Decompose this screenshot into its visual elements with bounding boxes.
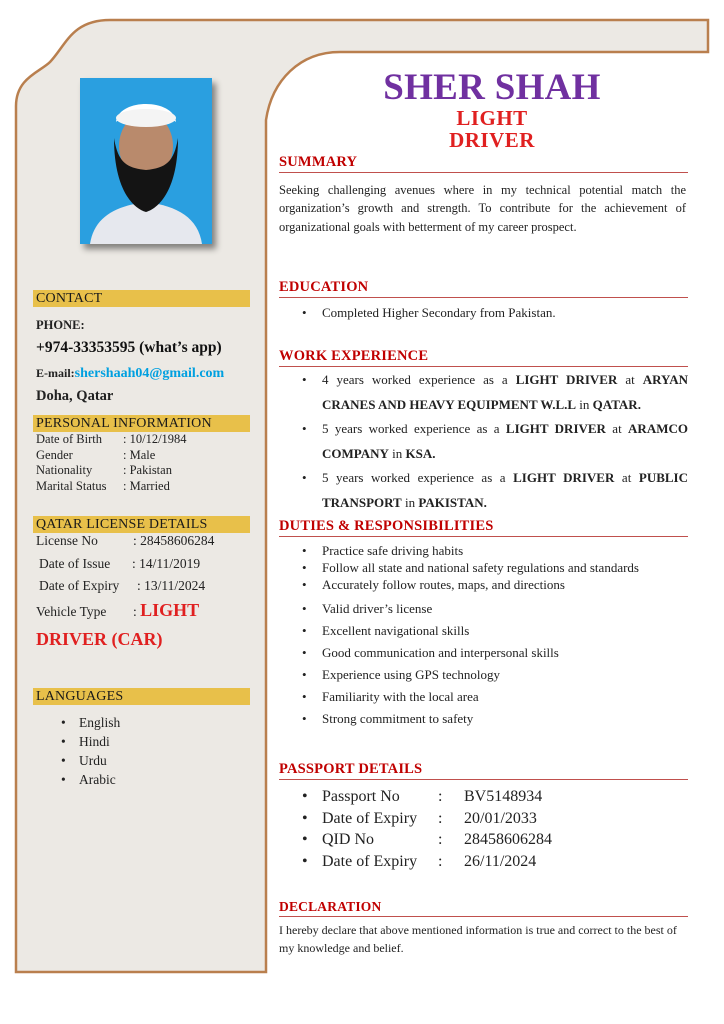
issue-date-row: Date of Issue : 14/11/2019 [39,556,201,571]
location: Doha, Qatar [36,388,114,404]
list-item: • Good communication and interpersonal skills [300,642,688,664]
vehicle-type-value-cont: DRIVER (CAR) [36,629,163,649]
work-experience-list [300,368,688,515]
vehicle-type-value: LIGHT [140,600,200,620]
list-item: • Hindi [57,732,120,751]
passport-list [300,786,688,872]
email-row [36,366,224,382]
education-heading: EDUCATION [279,279,688,298]
phone-value: +974-33353595 (what’s app) [36,339,222,356]
candidate-role-line2: DRIVER [449,128,535,152]
personal-info-heading: PERSONAL INFORMATION [33,415,250,432]
nationality-row: Nationality : Pakistan [36,463,172,477]
contact-heading: CONTACT [33,290,250,307]
candidate-name: SHER SHAH [383,67,601,108]
list-item: • Excellent navigational skills [300,620,688,642]
languages-list [57,713,120,789]
list-item: • 5 years worked experience as a LIGHT DRIVER at PUBLIC TRANSPORT in PAKISTAN. [300,466,688,515]
email-link[interactable]: shershaah04@gmail.com [74,366,225,381]
phone-label: PHONE: [36,318,85,332]
license-heading: QATAR LICENSE DETAILS [33,516,250,533]
list-item: • Practice safe driving habits [300,542,688,559]
passport-heading: PASSPORT DETAILS [279,761,688,780]
marital-status-row: Marital Status : Married [36,478,170,493]
list-item: • 5 years worked experience as a LIGHT DRIVER at ARAMCO COMPANY in KSA. [300,417,688,466]
gender-row: Gender : Male [36,447,156,462]
languages-heading: LANGUAGES [33,688,250,705]
work-experience-heading: WORK EXPERIENCE [279,348,688,367]
summary-heading: SUMMARY [279,154,688,173]
list-item: • Date of Expiry : 26/11/2024 [300,851,688,873]
list-item: • Follow all state and national safety regulations and standards [300,559,688,576]
vehicle-type-row: Vehicle Type : LIGHT [36,600,200,620]
candidate-role-line1: LIGHT [456,106,528,130]
list-item: • Accurately follow routes, maps, and directions [300,576,688,593]
declaration-heading: DECLARATION [279,899,688,917]
list-item: • Familiarity with the local area [300,686,688,708]
personal-info-list [36,432,187,494]
list-item: • QID No : 28458606284 [300,829,688,851]
list-item: • Urdu [57,751,120,770]
list-item: • Strong commitment to safety [300,708,688,730]
list-item: • Completed Higher Secondary from Pakistan. [300,305,688,321]
list-item: • Valid driver’s license [300,598,688,620]
person-icon [80,78,212,244]
education-list [300,305,688,321]
license-no-row: License No : 28458606284 [36,533,215,548]
summary-text: Seeking challenging avenues where in my technical potential match the organization’s growth and strength. To contribute for the achievement of organizational goals with betterment of my career prospect. [279,183,686,234]
declaration-text: I hereby declare that above mentioned information is true and correct to the best of my knowledge and belief. [279,923,677,955]
list-item: • Experience using GPS technology [300,664,688,686]
email-label: E-mail: [36,366,75,380]
profile-photo [80,78,212,244]
duties-heading: DUTIES & RESPONSIBILITIES [279,518,688,537]
duties-list [300,542,688,730]
list-item: • Arabic [57,770,120,789]
list-item: • English [57,713,120,732]
expiry-date-row: Date of Expiry : 13/11/2024 [39,578,206,593]
list-item: • 4 years worked experience as a LIGHT DRIVER at ARYAN CRANES AND HEAVY EQUIPMENT W.L.L in QATAR. [300,368,688,417]
list-item: • Date of Expiry : 20/01/2033 [300,808,688,830]
list-item: • Passport No : BV5148934 [300,786,688,808]
dob-row: Date of Birth : 10/12/1984 [36,432,187,446]
